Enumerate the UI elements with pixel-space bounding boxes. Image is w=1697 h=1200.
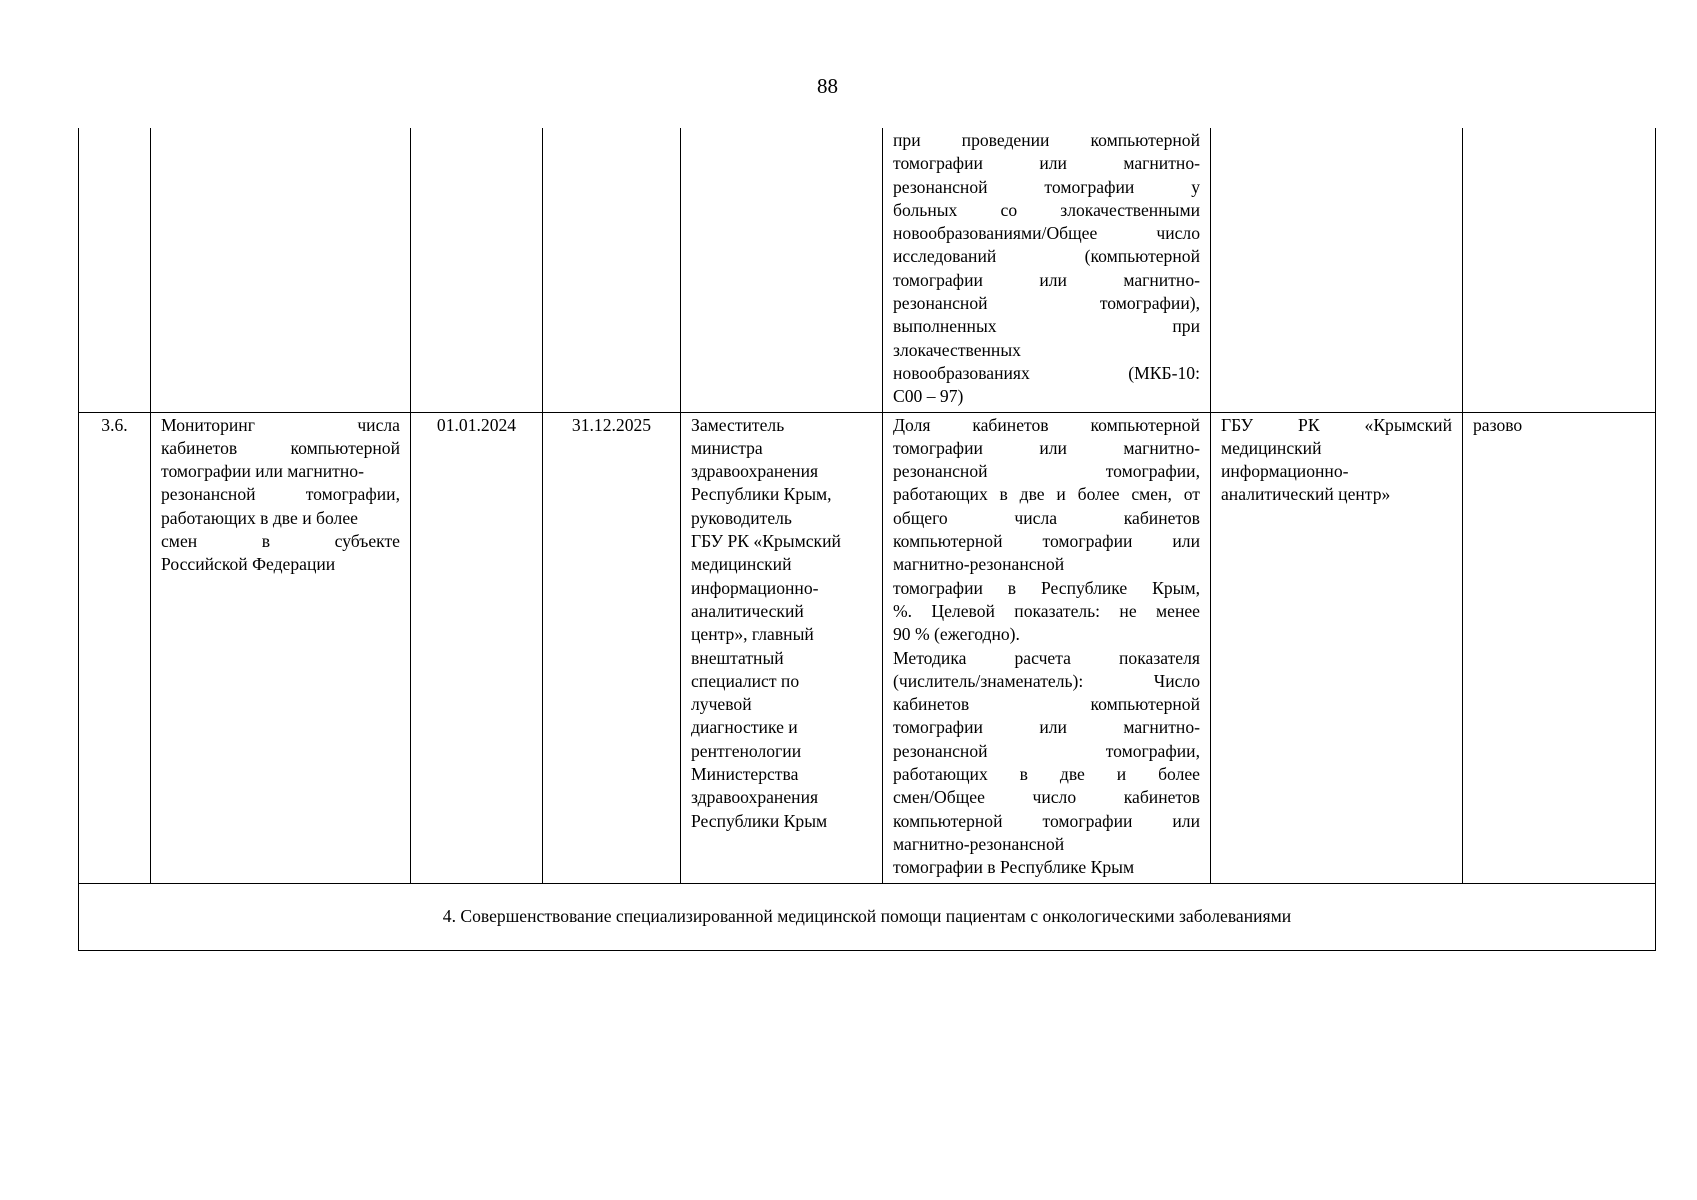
text-line: Республики Крым — [691, 810, 828, 831]
text-line: диагностике и — [691, 717, 798, 738]
text-line: выполненных при — [893, 316, 1200, 337]
cell-indicator — [883, 412, 1211, 883]
text-line: Заместитель — [691, 414, 785, 435]
text-line: компьютерной томографии или — [893, 531, 1200, 552]
text-line: общего числа кабинетов — [893, 507, 1200, 528]
text-line: информационно- — [1221, 461, 1349, 482]
text-line: внештатный — [691, 647, 784, 668]
text-line: специалист по — [691, 670, 800, 691]
start-date: 01.01.2024 — [411, 412, 543, 883]
responsible-person — [691, 414, 872, 833]
text-line: министра — [691, 437, 763, 458]
measures-table — [78, 128, 1656, 951]
text-line: аналитический — [691, 600, 804, 621]
cell-indicator — [883, 128, 1211, 412]
text-line: медицинский — [1221, 437, 1322, 458]
text-line: Республики Крым, — [691, 484, 832, 505]
text-line: томографии или магнитно- — [893, 269, 1200, 290]
table-row-continuation — [79, 128, 1656, 412]
text-line: здравоохранения — [691, 787, 819, 808]
text-line: томографии или магнитно- — [161, 461, 364, 482]
table-row-3-6 — [79, 412, 1656, 883]
text-line: информационно- — [691, 577, 819, 598]
end-date: 31.12.2025 — [543, 412, 681, 883]
text-line: ГБУ РК «Крымский — [1221, 414, 1452, 435]
text-line: работающих в две и более — [893, 764, 1200, 785]
cell-periodicity — [1463, 128, 1656, 412]
cell-end-date — [543, 128, 681, 412]
text-line: (числитель/знаменатель): Число — [893, 670, 1200, 691]
text-line: Российской Федерации — [161, 554, 336, 575]
text-line: Министерства — [691, 764, 799, 785]
text-line: аналитический центр» — [1221, 484, 1391, 505]
text-line: томографии в Республике Крым, — [893, 577, 1200, 598]
section-heading: 4. Совершенствование специализированной медицинской помощи пациентам с онкологическими заболеваниями — [79, 883, 1656, 950]
text-line: резонансной томографии у — [893, 176, 1200, 197]
text-line: томографии или магнитно- — [893, 717, 1200, 738]
text-line: кабинетов компьютерной — [893, 694, 1200, 715]
text-line: рентгенологии — [691, 740, 802, 761]
text-line: резонансной томографии, — [161, 484, 400, 505]
cell-name — [151, 412, 411, 883]
page-number: 88 — [817, 74, 838, 98]
text-line: смен в субъекте — [161, 531, 400, 552]
text-line: злокачественных — [893, 339, 1021, 360]
text-line: при проведении компьютерной — [893, 130, 1200, 150]
text-line: лучевой — [691, 694, 752, 715]
text-line: томографии или магнитно- — [893, 437, 1200, 458]
text-line: руководитель — [691, 507, 792, 528]
text-line: исследований (компьютерной — [893, 246, 1200, 267]
text-line: томографии в Республике Крым — [893, 857, 1135, 878]
text-line: новообразованиями/Общее число — [893, 223, 1200, 244]
text-line: магнитно-резонансной — [893, 554, 1065, 575]
text-line: С00 – 97) — [893, 386, 964, 407]
section-heading-row — [79, 883, 1656, 950]
cell-name — [151, 128, 411, 412]
text-line: 90 % (ежегодно). — [893, 624, 1020, 645]
cell-responsible — [681, 412, 883, 883]
row-number: 3.6. — [79, 412, 151, 883]
text-line: Доля кабинетов компьютерной — [893, 414, 1200, 435]
cell-organization — [1211, 128, 1463, 412]
text-line: томографии или магнитно- — [893, 153, 1200, 174]
indicator-text — [893, 129, 1200, 409]
text-line: новообразованиях (МКБ-10: — [893, 362, 1200, 383]
text-line: центр», главный — [691, 624, 814, 645]
responsible-organization — [1221, 414, 1452, 507]
text-line: работающих в две и более смен, от — [893, 484, 1200, 505]
text-line: здравоохранения — [691, 461, 819, 482]
text-line: Мониторинг числа — [161, 414, 400, 435]
text-line: магнитно-резонансной — [893, 833, 1065, 854]
cell-responsible — [681, 128, 883, 412]
indicator-text — [893, 414, 1200, 880]
text-line: резонансной томографии, — [893, 461, 1200, 482]
text-line: резонансной томографии), — [893, 293, 1200, 314]
text-line: работающих в две и более — [161, 507, 358, 528]
measure-name — [161, 414, 400, 577]
periodicity: разово — [1463, 412, 1656, 883]
cell-number — [79, 128, 151, 412]
text-line: %. Целевой показатель: не менее — [893, 600, 1200, 621]
text-line: больных со злокачественными — [893, 199, 1200, 220]
text-line: ГБУ РК «Крымский — [691, 531, 841, 552]
text-line: Методика расчета показателя — [893, 647, 1200, 668]
text-line: резонансной томографии, — [893, 740, 1200, 761]
text-line: смен/Общее число кабинетов — [893, 787, 1200, 808]
text-line: компьютерной томографии или — [893, 810, 1200, 831]
text-line: медицинский — [691, 554, 792, 575]
text-line: кабинетов компьютерной — [161, 437, 400, 458]
cell-start-date — [411, 128, 543, 412]
cell-organization — [1211, 412, 1463, 883]
